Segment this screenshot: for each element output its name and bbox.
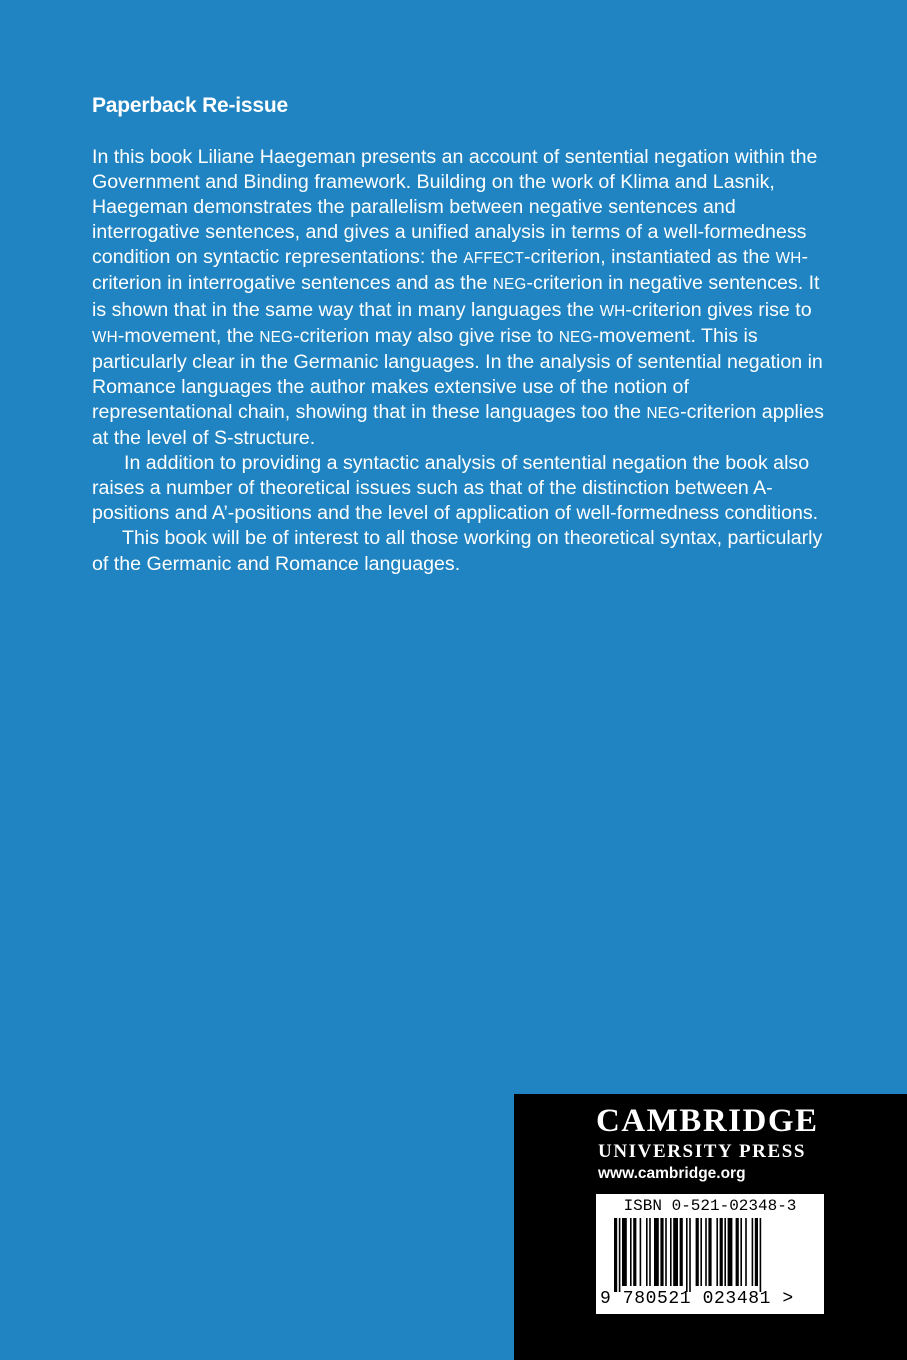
- blurb-paragraph-2: In addition to providing a syntactic analysis of sentential negation the book also raises a number of theoretical issues such as that of the distinction between A-positions and A’-positions and the level of application of well-formedness conditions.: [92, 452, 819, 525]
- barcode-bar: [724, 1218, 726, 1286]
- barcode-bar: [696, 1218, 699, 1286]
- barcode-bar: [619, 1218, 621, 1292]
- barcode-bar: [633, 1218, 636, 1286]
- barcode-bar: [705, 1218, 707, 1286]
- blurb-paragraph-3: This book will be of interest to all those working on theoretical syntax, particularly of the Germanic and Romance languages.: [92, 527, 823, 575]
- barcode-bar: [670, 1218, 672, 1286]
- barcode-bar: [654, 1218, 659, 1286]
- barcode-bar: [686, 1218, 688, 1292]
- barcode-bar: [752, 1218, 754, 1286]
- barcode-bar: [660, 1218, 663, 1286]
- barcode-bar: [760, 1218, 762, 1292]
- barcode-bar: [649, 1218, 651, 1286]
- blurb-text: [92, 145, 832, 577]
- barcode-bar: [640, 1218, 642, 1286]
- publisher-logo-subtitle: UNIVERSITY PRESS: [598, 1141, 807, 1162]
- blurb-paragraph-1: In this book Liliane Haegeman presents an account of sentential negation within the Government and Binding framework. Building on the work of Klima and Lasnik, Haegeman demonstrates the parallelism between negative sentences and interrogative sentences, and gives a unified analysis in terms of a well-formedness condition on syntactic representations: the AFFECT-criterion, instantiated as the WH-criterion in interrogative sentences and as the NEG-criterion in negative sentences. It is shown that in the same way that in many languages the WH-criterion gives rise to WH-movement, the NEG-criterion may also give rise to NEG-movement. This is particularly clear in the Germanic languages. In the analysis of sentential negation in Romance languages the author makes extensive use of the notion of representational chain, showing that in these languages too the NEG-criterion applies at the level of S-structure.: [92, 146, 824, 450]
- barcode-bar: [736, 1218, 739, 1286]
- barcode-bar: [665, 1218, 667, 1286]
- barcode-bar: [708, 1218, 711, 1286]
- barcode-bar: [646, 1218, 648, 1286]
- back-cover-heading: Paperback Re-issue: [92, 94, 289, 117]
- barcode-bars: [596, 1218, 824, 1292]
- barcode-bar: [740, 1218, 742, 1286]
- barcode-bar: [728, 1218, 733, 1286]
- publisher-block: [514, 1094, 907, 1360]
- publisher-logo-name: CAMBRIDGE: [596, 1103, 819, 1139]
- barcode-bar: [720, 1218, 723, 1286]
- ean-digits: 9 780521 023481 >: [600, 1289, 794, 1309]
- barcode-bar: [630, 1218, 632, 1286]
- isbn-label: ISBN 0-521-02348-3: [623, 1197, 797, 1215]
- barcode-bar: [673, 1218, 678, 1286]
- barcode-bar: [689, 1218, 691, 1292]
- barcode-box: [596, 1194, 824, 1314]
- barcode-bar: [755, 1218, 758, 1286]
- barcode-bar: [745, 1218, 747, 1286]
- barcode-bar: [622, 1218, 627, 1286]
- barcode-bar: [716, 1218, 718, 1286]
- publisher-url: www.cambridge.org: [598, 1165, 746, 1182]
- barcode-bar: [700, 1218, 702, 1286]
- barcode-bar: [614, 1218, 617, 1292]
- barcode-bar: [680, 1218, 683, 1286]
